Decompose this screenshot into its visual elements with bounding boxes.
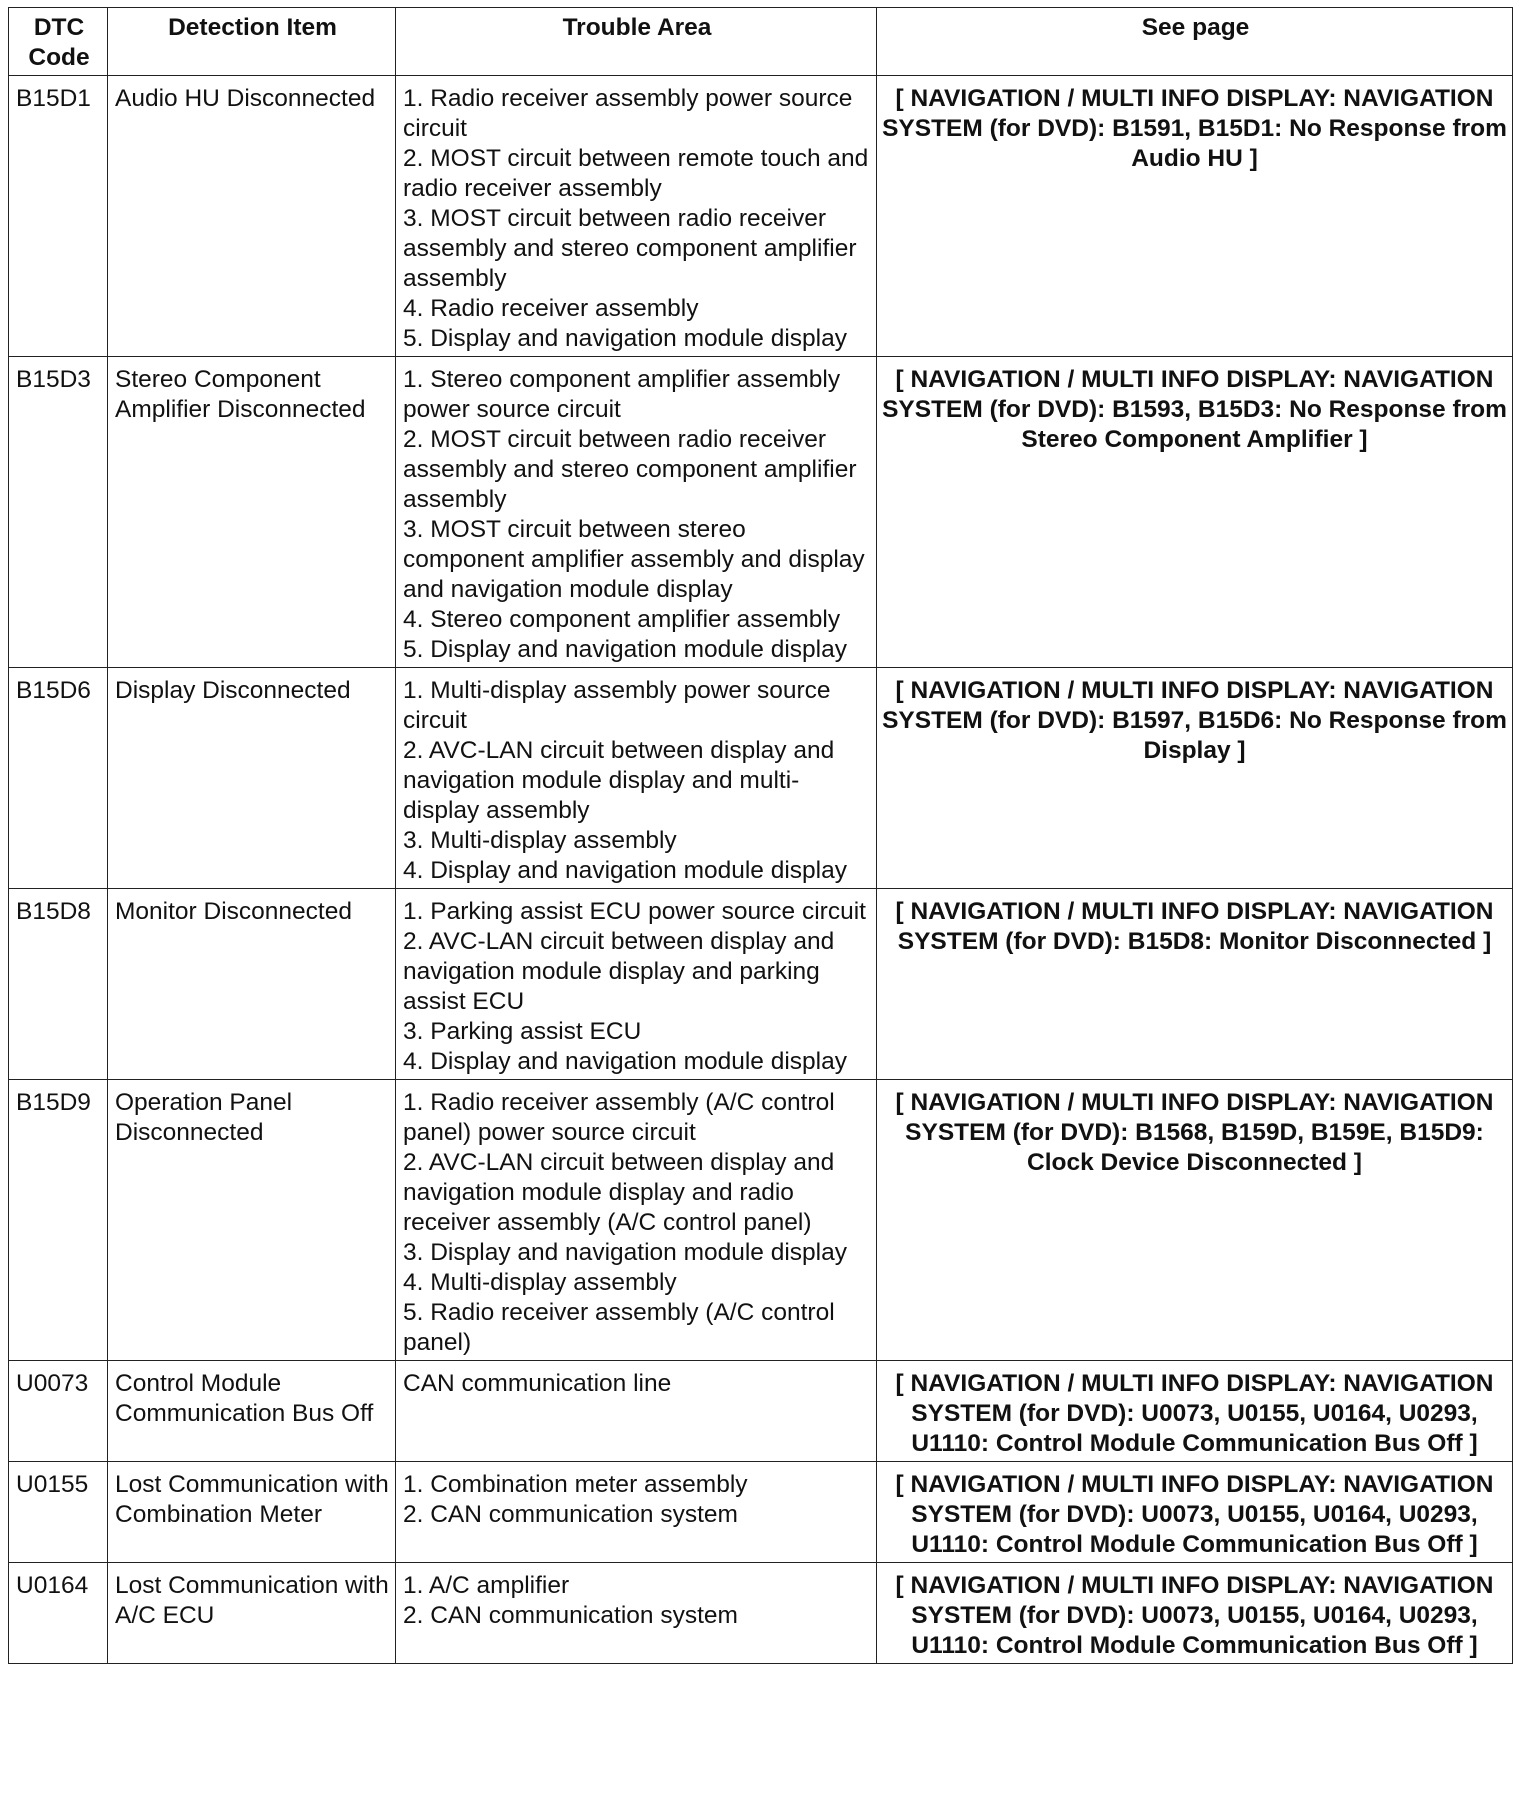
see-page-link[interactable]: [ NAVIGATION / MULTI INFO DISPLAY: NAVIGATION SYSTEM (for DVD): B15D8: Monitor Disconnected ] (877, 889, 1513, 1080)
trouble-area-item: 2. AVC-LAN circuit between display and navigation module display and parking assist ECU (403, 928, 835, 1015)
header-see-page: See page (877, 8, 1513, 76)
trouble-area-cell (396, 668, 877, 889)
trouble-area-item: 2. MOST circuit between remote touch and radio receiver assembly (403, 145, 869, 202)
table-header (9, 8, 1513, 76)
table-row (9, 1361, 1513, 1462)
dtc-code-cell: B15D9 (9, 1080, 108, 1361)
trouble-area-item: 3. MOST circuit between stereo component amplifier assembly and display and navigation module display (403, 516, 865, 603)
detection-item-cell: Stereo Component Amplifier Disconnected (108, 357, 396, 668)
trouble-area-item: 1. Radio receiver assembly (A/C control panel) power source circuit (403, 1089, 835, 1146)
see-page-link[interactable]: [ NAVIGATION / MULTI INFO DISPLAY: NAVIGATION SYSTEM (for DVD): B1568, B159D, B159E, B15D9: Clock Device Disconnected ] (877, 1080, 1513, 1361)
trouble-area-item: 1. Multi-display assembly power source circuit (403, 677, 831, 734)
detection-item-cell: Lost Communication with A/C ECU (108, 1563, 396, 1664)
header-dtc-code: DTC Code (9, 8, 108, 76)
dtc-code-cell: U0073 (9, 1361, 108, 1462)
trouble-area-item: 1. A/C amplifier (403, 1572, 570, 1599)
trouble-area-item: 4. Radio receiver assembly (403, 295, 699, 322)
dtc-code-cell: B15D1 (9, 76, 108, 357)
trouble-area-cell (396, 889, 877, 1080)
see-page-link[interactable]: [ NAVIGATION / MULTI INFO DISPLAY: NAVIGATION SYSTEM (for DVD): B1591, B15D1: No Response from Audio HU ] (877, 76, 1513, 357)
see-page-link[interactable]: [ NAVIGATION / MULTI INFO DISPLAY: NAVIGATION SYSTEM (for DVD): U0073, U0155, U0164, U0293, U1110: Control Module Communication Bus Off ] (877, 1462, 1513, 1563)
header-row (9, 8, 1513, 76)
dtc-code-cell: B15D8 (9, 889, 108, 1080)
detection-item-cell: Lost Communication with Combination Meter (108, 1462, 396, 1563)
header-detection-item: Detection Item (108, 8, 396, 76)
trouble-area-item: 4. Multi-display assembly (403, 1269, 677, 1296)
detection-item-cell: Display Disconnected (108, 668, 396, 889)
detection-item-cell: Audio HU Disconnected (108, 76, 396, 357)
trouble-area-item: 2. CAN communication system (403, 1602, 738, 1629)
trouble-area-cell (396, 1361, 877, 1462)
trouble-area-item: 3. Display and navigation module display (403, 1239, 847, 1266)
trouble-area-cell (396, 1563, 877, 1664)
trouble-area-item: 2. AVC-LAN circuit between display and navigation module display and radio receiver assembly (A/C control panel) (403, 1149, 835, 1236)
detection-item-cell: Control Module Communication Bus Off (108, 1361, 396, 1462)
see-page-link[interactable]: [ NAVIGATION / MULTI INFO DISPLAY: NAVIGATION SYSTEM (for DVD): B1593, B15D3: No Response from Stereo Component Amplifier ] (877, 357, 1513, 668)
trouble-area-item: 1. Combination meter assembly (403, 1471, 748, 1498)
trouble-area-item: 3. Parking assist ECU (403, 1018, 642, 1045)
trouble-area-item: 5. Display and navigation module display (403, 325, 847, 352)
table-row (9, 668, 1513, 889)
trouble-area-item: CAN communication line (403, 1370, 672, 1397)
trouble-area-item: 1. Radio receiver assembly power source circuit (403, 85, 853, 142)
detection-item-cell: Monitor Disconnected (108, 889, 396, 1080)
trouble-area-item: 4. Display and navigation module display (403, 857, 847, 884)
trouble-area-item: 4. Display and navigation module display (403, 1048, 847, 1075)
trouble-area-item: 2. MOST circuit between radio receiver assembly and stereo component amplifier assembly (403, 426, 857, 513)
dtc-table (8, 7, 1513, 1664)
trouble-area-cell (396, 1080, 877, 1361)
table-row (9, 889, 1513, 1080)
see-page-link[interactable]: [ NAVIGATION / MULTI INFO DISPLAY: NAVIGATION SYSTEM (for DVD): U0073, U0155, U0164, U0293, U1110: Control Module Communication Bus Off ] (877, 1361, 1513, 1462)
trouble-area-cell (396, 357, 877, 668)
trouble-area-item: 2. CAN communication system (403, 1501, 738, 1528)
detection-item-cell: Operation Panel Disconnected (108, 1080, 396, 1361)
trouble-area-item: 4. Stereo component amplifier assembly (403, 606, 841, 633)
dtc-code-cell: B15D6 (9, 668, 108, 889)
table-row (9, 357, 1513, 668)
see-page-link[interactable]: [ NAVIGATION / MULTI INFO DISPLAY: NAVIGATION SYSTEM (for DVD): B1597, B15D6: No Response from Display ] (877, 668, 1513, 889)
trouble-area-item: 5. Display and navigation module display (403, 636, 847, 663)
see-page-link[interactable]: [ NAVIGATION / MULTI INFO DISPLAY: NAVIGATION SYSTEM (for DVD): U0073, U0155, U0164, U0293, U1110: Control Module Communication Bus Off ] (877, 1563, 1513, 1664)
trouble-area-cell (396, 76, 877, 357)
trouble-area-cell (396, 1462, 877, 1563)
trouble-area-item: 2. AVC-LAN circuit between display and navigation module display and multi-display assembly (403, 737, 835, 824)
table-row (9, 1080, 1513, 1361)
dtc-code-cell: U0155 (9, 1462, 108, 1563)
trouble-area-item: 3. Multi-display assembly (403, 827, 677, 854)
trouble-area-item: 3. MOST circuit between radio receiver assembly and stereo component amplifier assembly (403, 205, 857, 292)
header-trouble-area: Trouble Area (396, 8, 877, 76)
dtc-code-cell: B15D3 (9, 357, 108, 668)
trouble-area-item: 1. Parking assist ECU power source circuit (403, 898, 866, 925)
trouble-area-item: 5. Radio receiver assembly (A/C control panel) (403, 1299, 835, 1356)
table-row (9, 1563, 1513, 1664)
dtc-code-cell: U0164 (9, 1563, 108, 1664)
table-row (9, 76, 1513, 357)
table-body (9, 76, 1513, 1664)
trouble-area-item: 1. Stereo component amplifier assembly power source circuit (403, 366, 841, 423)
table-row (9, 1462, 1513, 1563)
